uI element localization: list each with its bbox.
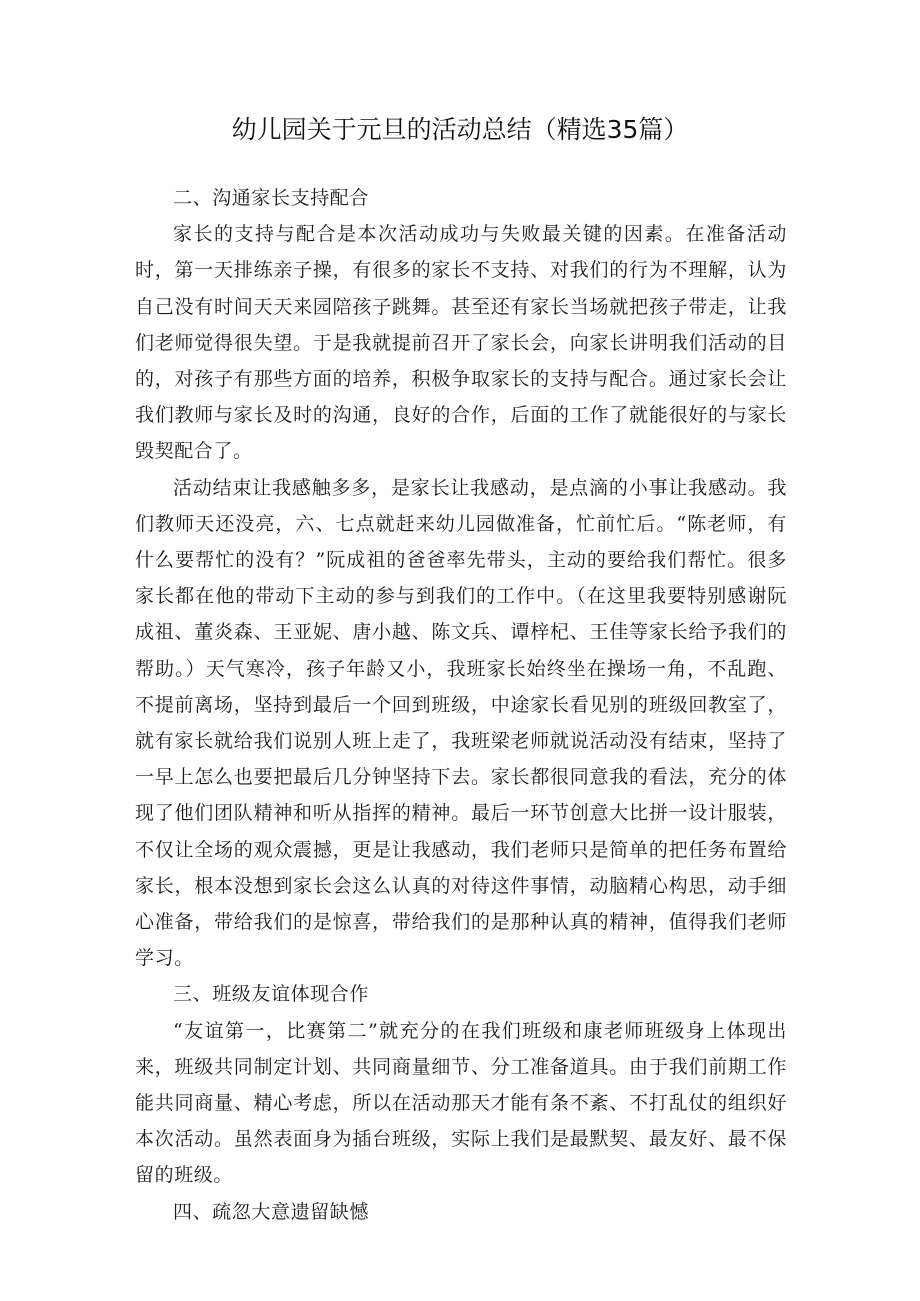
paragraph: “友谊第一，比赛第二”就充分的在我们班级和康老师班级身上体现出来，班级共同制定计划、共同商量细节、分工准备道具。由于我们前期工作能共同商量、精心考虑，所以在活动那天才能有条不紊、不打乱仗的组织好本次活动。虽然表面身为插台班级，实际上我们是最默契、最友好、最不保留的班级。 (135, 1019, 787, 1187)
section-heading-3: 三、班级友谊体现合作 (173, 983, 370, 1006)
document-title: 幼儿园关于元旦的活动总结（精选35篇） (231, 115, 689, 144)
paragraph: 活动结束让我感触多多，是家长让我感动，是点滴的小事让我感动。我们教师天还没亮，六、七点就赶来幼儿园做准备，忙前忙后。“陈老师，有什么要帮忙的没有？”阮成祖的爸爸率先带头，主动的要给我们帮忙。很多家长都在他的带动下主动的参与到我们的工作中。（在这里我要特别感谢阮成祖、董炎森、王亚妮、唐小越、陈文兵、谭梓杞、王佳等家长给予我们的帮助。）天气寒冷，孩子年龄又小，我班家长始终坐在操场一角，不乱跑、不提前离场，坚持到最后一个回到班级，中途家长看见别的班级回教室了，就有家长就给我们说别人班上走了，我班梁老师就说活动没有结束，坚持了一早上怎么也要把最后几分钟坚持下去。家长都很同意我的看法，充分的体现了他们团队精神和听从指挥的精神。最后一环节创意大比拼一设计服装，不仅让全场的观众震撼，更是让我感动，我们老师只是简单的把任务布置给家长，根本没想到家长会这么认真的对待这件事情，动脑精心构思，动手细心准备，带给我们的是惊喜，带给我们的是那种认真的精神，值得我们老师学习。 (135, 476, 787, 970)
section-heading-4: 四、疏忽大意遗留缺憾 (173, 1200, 370, 1223)
section-heading-2: 二、沟通家长支持配合 (173, 187, 370, 209)
document-body (135, 180, 787, 1230)
paragraph: 家长的支持与配合是本次活动成功与失败最关键的因素。在准备活动时，第一天排练亲子操，有很多的家长不支持、对我们的行为不理解，认为自己没有时间天天来园陪孩子跳舞。甚至还有家长当场就把孩子带走，让我们老师觉得很失望。于是我就提前召开了家长会，向家长讲明我们活动的目的，对孩子有那些方面的培养，积极争取家长的支持与配合。通过家长会让我们教师与家长及时的沟通，良好的合作，后面的工作了就能很好的与家长毁契配合了。 (135, 223, 787, 463)
